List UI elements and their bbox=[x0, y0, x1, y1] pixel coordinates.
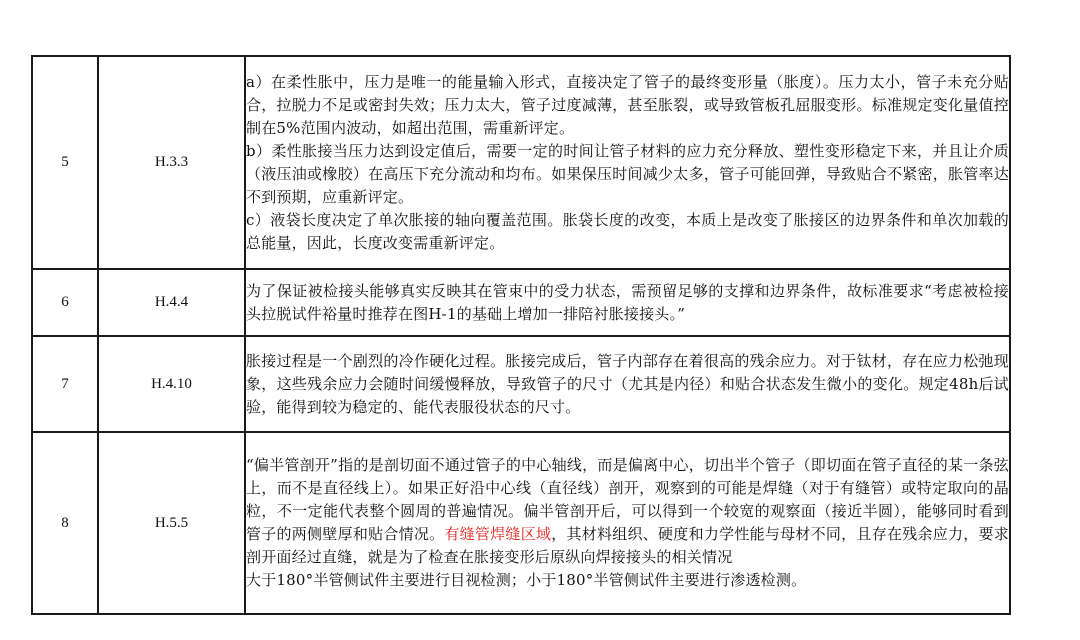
clause-number: H.4.4 bbox=[98, 269, 245, 336]
explanation-paragraph: c）液袋长度决定了单次胀接的轴向覆盖范围。胀袋长度的改变，本质上是改变了胀接区的边界条件和单次加载的总能量，因此，长度改变需重新评定。 bbox=[246, 210, 1009, 252]
clause-explanation-table bbox=[31, 55, 1011, 615]
explanation-paragraph: 为了保证被检接头能够真实反映其在管束中的受力状态，需预留足够的支撑和边界条件，故标准要求“考虑被检接头拉脱试件裕量时推荐在图H-1的基础上增加一排陪衬胀接接头。” bbox=[246, 281, 1009, 323]
row-number: 7 bbox=[32, 336, 98, 432]
row-number: 6 bbox=[32, 269, 98, 336]
explanation-paragraph: b）柔性胀接当压力达到设定值后，需要一定的时间让管子材料的应力充分释放、塑性变形稳定下来，并且让介质（液压油或橡胶）在高压下充分流动和均布。如果保压时间减少太多，管子可能回弹，导致贴合不紧密，胀管率达不到预期，应重新评定。 bbox=[246, 141, 1009, 206]
explanation-cell bbox=[245, 432, 1010, 614]
table-row bbox=[32, 269, 1010, 336]
explanation-text: ，其材料组织、硬度和力学性能与母材不同，且存在残余应力，要求剖开面经过直缝，就是为了检查在胀接变形后原纵向焊接接头的相关情况 bbox=[246, 525, 1009, 566]
explanation-text: “偏半管剖开”指的是剖切面不通过管子的中心轴线，而是偏离中心，切出半个管子（即切面在管子直径的某一条弦上，而不是直径线上）。如果正好沿中心线（直径线）剖开，观察到的可能是焊缝（对于有缝管）或特定取向的晶粒，不一定能代表整个圆周的普遍情况。偏半管剖开后，可以得到一个较宽的观察面（接近半圆），能够同时看到管子的两侧壁厚和贴合情况。 bbox=[246, 456, 1009, 543]
clause-number: H.3.3 bbox=[98, 56, 245, 269]
row-number: 5 bbox=[32, 56, 98, 269]
explanation-cell bbox=[245, 269, 1010, 336]
highlighted-term: 有缝管焊缝区域 bbox=[444, 525, 552, 543]
explanation-paragraph: 大于180°半管侧试件主要进行目视检测；小于180°半管侧试件主要进行渗透检测。 bbox=[246, 571, 807, 589]
clause-number: H.5.5 bbox=[98, 432, 245, 614]
explanation-paragraph: a）在柔性胀中，压力是唯一的能量输入形式，直接决定了管子的最终变形量（胀度）。压力太小，管子未充分贴合，拉脱力不足或密封失效；压力太大，管子过度减薄，甚至胀裂，或导致管板孔屈服变形。标准规定变化量值控制在5%范围内波动，如超出范围，需重新评定。 bbox=[246, 72, 1009, 137]
table-row bbox=[32, 56, 1010, 269]
clause-number: H.4.10 bbox=[98, 336, 245, 432]
explanation-paragraph: 胀接过程是一个剧烈的冷作硬化过程。胀接完成后，管子内部存在着很高的残余应力。对于钛材，存在应力松弛现象，这些残余应力会随时间缓慢释放，导致管子的尺寸（尤其是内径）和贴合状态发生微小的变化。规定48h后试验，能得到较为稳定的、能代表服役状态的尺寸。 bbox=[246, 351, 1009, 416]
explanation-paragraph bbox=[246, 454, 1009, 569]
explanation-cell bbox=[245, 56, 1010, 269]
row-number: 8 bbox=[32, 432, 98, 614]
table-row bbox=[32, 432, 1010, 614]
explanation-cell bbox=[245, 336, 1010, 432]
table-row bbox=[32, 336, 1010, 432]
